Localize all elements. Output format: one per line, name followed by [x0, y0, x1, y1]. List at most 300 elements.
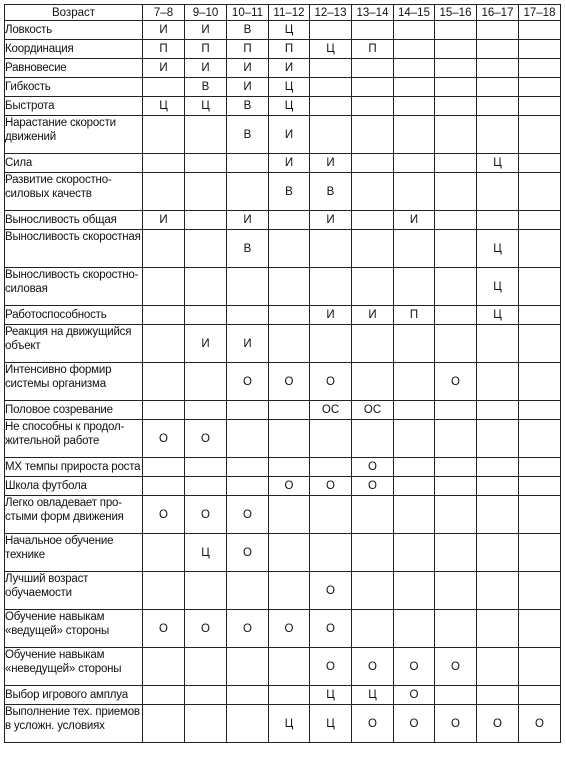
- table-cell: [435, 230, 477, 268]
- table-cell: [435, 306, 477, 325]
- table-cell: [435, 154, 477, 173]
- table-cell: [477, 59, 519, 78]
- row-label: Не способны к продол-жительной работе: [5, 420, 143, 458]
- table-cell: [394, 97, 435, 116]
- table-cell: [227, 306, 269, 325]
- table-cell: П: [185, 40, 227, 59]
- table-cell: [477, 477, 519, 496]
- table-cell: [435, 116, 477, 154]
- row-label: Выносливость скоростно-силовая: [5, 268, 143, 306]
- table-cell: [143, 173, 185, 211]
- table-cell: В: [227, 97, 269, 116]
- table-row: [5, 534, 561, 572]
- age-column-header: 12–13: [310, 5, 352, 21]
- table-cell: [310, 97, 352, 116]
- table-cell: Ц: [352, 686, 394, 705]
- table-cell: И: [352, 306, 394, 325]
- table-cell: И: [310, 211, 352, 230]
- table-cell: [269, 572, 310, 610]
- row-label: Интенсивно формир системы организма: [5, 363, 143, 401]
- table-cell: [185, 173, 227, 211]
- table-cell: [227, 686, 269, 705]
- table-cell: [310, 496, 352, 534]
- table-cell: [143, 325, 185, 363]
- table-cell: О: [269, 477, 310, 496]
- table-cell: О: [310, 477, 352, 496]
- table-cell: О: [269, 610, 310, 648]
- table-cell: [227, 477, 269, 496]
- table-cell: И: [185, 325, 227, 363]
- table-cell: [269, 401, 310, 420]
- table-cell: [185, 268, 227, 306]
- table-cell: Ц: [310, 686, 352, 705]
- table-cell: О: [185, 420, 227, 458]
- table-cell: [310, 325, 352, 363]
- age-header-label: Возраст: [5, 5, 143, 21]
- table-cell: [394, 534, 435, 572]
- table-cell: [352, 534, 394, 572]
- table-cell: О: [227, 534, 269, 572]
- table-cell: [352, 325, 394, 363]
- table-cell: [352, 363, 394, 401]
- table-cell: [394, 363, 435, 401]
- table-cell: О: [352, 705, 394, 743]
- table-cell: ОС: [352, 401, 394, 420]
- table-cell: [519, 59, 561, 78]
- row-label: Выбор игрового амплуа: [5, 686, 143, 705]
- row-label: Лучший возраст обучаемости: [5, 572, 143, 610]
- table-cell: О: [310, 648, 352, 686]
- table-row: [5, 686, 561, 705]
- table-cell: [477, 21, 519, 40]
- table-cell: [477, 325, 519, 363]
- table-cell: [143, 363, 185, 401]
- table-cell: [394, 40, 435, 59]
- table-cell: [143, 572, 185, 610]
- table-cell: И: [269, 59, 310, 78]
- table-cell: [519, 477, 561, 496]
- table-cell: О: [185, 610, 227, 648]
- table-cell: [519, 116, 561, 154]
- table-cell: О: [310, 363, 352, 401]
- table-cell: [477, 78, 519, 97]
- table-cell: [394, 401, 435, 420]
- table-cell: [269, 686, 310, 705]
- table-cell: О: [227, 610, 269, 648]
- table-row: [5, 401, 561, 420]
- table-cell: [435, 40, 477, 59]
- table-row: [5, 458, 561, 477]
- table-cell: П: [352, 40, 394, 59]
- table-cell: [185, 458, 227, 477]
- table-cell: [352, 21, 394, 40]
- table-cell: И: [143, 21, 185, 40]
- table-cell: О: [394, 648, 435, 686]
- table-cell: [185, 477, 227, 496]
- table-cell: [227, 154, 269, 173]
- table-cell: [477, 363, 519, 401]
- table-cell: [394, 325, 435, 363]
- table-cell: П: [394, 306, 435, 325]
- table-row: [5, 420, 561, 458]
- table-cell: [185, 154, 227, 173]
- development-periods-table: [4, 4, 561, 743]
- table-cell: Ц: [143, 97, 185, 116]
- table-cell: [435, 610, 477, 648]
- table-cell: Ц: [269, 705, 310, 743]
- table-cell: [352, 116, 394, 154]
- table-cell: [269, 496, 310, 534]
- table-cell: [519, 78, 561, 97]
- table-cell: И: [227, 78, 269, 97]
- table-cell: [185, 401, 227, 420]
- table-cell: [227, 648, 269, 686]
- table-cell: [394, 477, 435, 496]
- table-row: [5, 477, 561, 496]
- table-cell: [519, 648, 561, 686]
- table-cell: [352, 97, 394, 116]
- table-cell: [519, 21, 561, 40]
- row-label: Ловкость: [5, 21, 143, 40]
- table-cell: И: [269, 116, 310, 154]
- table-cell: [310, 420, 352, 458]
- table-row: [5, 496, 561, 534]
- table-cell: О: [185, 496, 227, 534]
- table-cell: [477, 458, 519, 477]
- table-cell: О: [394, 686, 435, 705]
- table-cell: [477, 648, 519, 686]
- table-cell: О: [143, 420, 185, 458]
- table-cell: [352, 59, 394, 78]
- table-row: [5, 705, 561, 743]
- row-label: Легко овладевает про-стыми форм движения: [5, 496, 143, 534]
- table-cell: Ц: [269, 97, 310, 116]
- age-column-header: 17–18: [519, 5, 561, 21]
- table-cell: [394, 496, 435, 534]
- table-cell: [185, 363, 227, 401]
- table-cell: [519, 686, 561, 705]
- table-cell: Ц: [477, 154, 519, 173]
- table-cell: [435, 458, 477, 477]
- table-cell: [519, 420, 561, 458]
- table-cell: [310, 21, 352, 40]
- table-cell: [269, 420, 310, 458]
- table-cell: [435, 59, 477, 78]
- table-cell: [352, 173, 394, 211]
- table-cell: И: [227, 325, 269, 363]
- table-cell: В: [227, 116, 269, 154]
- row-label: МХ темпы прироста роста: [5, 458, 143, 477]
- table-cell: О: [352, 458, 394, 477]
- table-cell: [394, 21, 435, 40]
- table-cell: И: [185, 21, 227, 40]
- table-cell: [185, 705, 227, 743]
- table-cell: [435, 496, 477, 534]
- table-cell: [519, 363, 561, 401]
- table-cell: [435, 572, 477, 610]
- row-label: Развитие скоростно-силовых качеств: [5, 173, 143, 211]
- row-label: Выполнение тех. приемов в усложн. условиях: [5, 705, 143, 743]
- age-column-header: 11–12: [269, 5, 310, 21]
- table-cell: И: [310, 154, 352, 173]
- table-cell: [394, 458, 435, 477]
- table-cell: О: [310, 572, 352, 610]
- table-cell: Ц: [185, 97, 227, 116]
- table-cell: В: [185, 78, 227, 97]
- table-cell: В: [269, 173, 310, 211]
- table-cell: [519, 40, 561, 59]
- table-cell: [394, 572, 435, 610]
- table-cell: П: [269, 40, 310, 59]
- age-column-header: 14–15: [394, 5, 435, 21]
- table-row: [5, 40, 561, 59]
- table-cell: О: [394, 705, 435, 743]
- table-cell: [519, 534, 561, 572]
- table-cell: [519, 173, 561, 211]
- row-label: Начальное обучение технике: [5, 534, 143, 572]
- table-row: [5, 610, 561, 648]
- table-cell: [227, 268, 269, 306]
- table-cell: [185, 686, 227, 705]
- table-cell: Ц: [269, 78, 310, 97]
- table-cell: [352, 572, 394, 610]
- table-cell: [477, 420, 519, 458]
- table-cell: [519, 268, 561, 306]
- table-cell: И: [269, 154, 310, 173]
- table-cell: О: [143, 496, 185, 534]
- table-cell: [394, 59, 435, 78]
- table-cell: [310, 78, 352, 97]
- table-cell: [477, 572, 519, 610]
- table-cell: [185, 648, 227, 686]
- table-cell: И: [310, 306, 352, 325]
- table-cell: [477, 401, 519, 420]
- row-label: Выносливость скоростная: [5, 230, 143, 268]
- table-cell: О: [477, 705, 519, 743]
- age-column-header: 9–10: [185, 5, 227, 21]
- table-cell: [227, 705, 269, 743]
- table-cell: О: [269, 363, 310, 401]
- table-cell: [477, 173, 519, 211]
- row-label: Школа футбола: [5, 477, 143, 496]
- table-cell: О: [519, 705, 561, 743]
- table-cell: [519, 97, 561, 116]
- table-cell: [143, 401, 185, 420]
- table-cell: [394, 78, 435, 97]
- row-label: Обучение навыкам «неведущей» стороны: [5, 648, 143, 686]
- table-cell: О: [352, 477, 394, 496]
- table-cell: [185, 572, 227, 610]
- table-cell: И: [394, 211, 435, 230]
- table-cell: [310, 458, 352, 477]
- table-cell: Ц: [185, 534, 227, 572]
- table-cell: [143, 705, 185, 743]
- row-label: Сила: [5, 154, 143, 173]
- table-cell: [519, 496, 561, 534]
- table-row: [5, 325, 561, 363]
- table-cell: [519, 458, 561, 477]
- table-cell: [519, 401, 561, 420]
- table-cell: [394, 268, 435, 306]
- table-cell: [477, 534, 519, 572]
- table-cell: [143, 686, 185, 705]
- table-cell: И: [227, 59, 269, 78]
- table-cell: [185, 211, 227, 230]
- row-label: Половое созревание: [5, 401, 143, 420]
- table-cell: Ц: [477, 268, 519, 306]
- table-cell: [352, 154, 394, 173]
- table-cell: [394, 420, 435, 458]
- table-cell: [352, 610, 394, 648]
- row-label: Выносливость общая: [5, 211, 143, 230]
- table-cell: О: [435, 705, 477, 743]
- table-cell: [227, 458, 269, 477]
- header-row: [5, 5, 561, 21]
- table-cell: В: [227, 230, 269, 268]
- table-cell: [519, 211, 561, 230]
- age-column-header: 7–8: [143, 5, 185, 21]
- table-cell: [477, 686, 519, 705]
- table-cell: Ц: [269, 21, 310, 40]
- table-cell: О: [352, 648, 394, 686]
- table-cell: О: [227, 496, 269, 534]
- table-cell: [435, 534, 477, 572]
- table-cell: [143, 648, 185, 686]
- table-cell: Ц: [310, 40, 352, 59]
- table-row: [5, 230, 561, 268]
- table-cell: [435, 78, 477, 97]
- table-cell: [269, 306, 310, 325]
- table-cell: П: [227, 40, 269, 59]
- table-cell: [310, 59, 352, 78]
- row-label: Реакция на движущийся объект: [5, 325, 143, 363]
- table-cell: [269, 458, 310, 477]
- table-cell: [435, 686, 477, 705]
- table-row: [5, 78, 561, 97]
- table-row: [5, 154, 561, 173]
- table-cell: И: [185, 59, 227, 78]
- table-cell: [269, 230, 310, 268]
- table-cell: [143, 477, 185, 496]
- table-cell: [227, 572, 269, 610]
- table-cell: Ц: [477, 230, 519, 268]
- table-cell: П: [143, 40, 185, 59]
- table-cell: [269, 268, 310, 306]
- table-cell: [519, 306, 561, 325]
- table-cell: [435, 325, 477, 363]
- table-cell: ОС: [310, 401, 352, 420]
- table-row: [5, 572, 561, 610]
- table-cell: [435, 401, 477, 420]
- table-cell: [435, 211, 477, 230]
- table-row: [5, 116, 561, 154]
- table-cell: [143, 534, 185, 572]
- row-label: Координация: [5, 40, 143, 59]
- table-cell: [143, 306, 185, 325]
- table-cell: [143, 116, 185, 154]
- table-cell: [435, 268, 477, 306]
- table-cell: [477, 496, 519, 534]
- table-cell: О: [435, 363, 477, 401]
- table-row: [5, 173, 561, 211]
- table-cell: [394, 116, 435, 154]
- table-cell: [227, 401, 269, 420]
- table-cell: [143, 230, 185, 268]
- table-cell: [143, 268, 185, 306]
- table-cell: [477, 211, 519, 230]
- table-cell: [310, 116, 352, 154]
- table-cell: [310, 268, 352, 306]
- table-cell: И: [143, 211, 185, 230]
- table-cell: [269, 325, 310, 363]
- table-cell: [269, 211, 310, 230]
- row-label: Работоспособность: [5, 306, 143, 325]
- table-cell: [352, 230, 394, 268]
- table-cell: [269, 648, 310, 686]
- row-label: Обучение навыкам «ведущей» стороны: [5, 610, 143, 648]
- table-cell: [143, 458, 185, 477]
- table-row: [5, 97, 561, 116]
- table-cell: [227, 173, 269, 211]
- table-body: [5, 21, 561, 743]
- table-row: [5, 59, 561, 78]
- table-cell: [227, 420, 269, 458]
- table-cell: [394, 154, 435, 173]
- table-cell: [519, 572, 561, 610]
- table-cell: [435, 477, 477, 496]
- table-cell: [310, 230, 352, 268]
- table-cell: О: [310, 610, 352, 648]
- table-cell: Ц: [310, 705, 352, 743]
- table-row: [5, 268, 561, 306]
- table-cell: [477, 116, 519, 154]
- age-column-header: 16–17: [477, 5, 519, 21]
- table-cell: [352, 211, 394, 230]
- table-cell: [477, 40, 519, 59]
- table-cell: [519, 154, 561, 173]
- row-label: Нарастание скорости движений: [5, 116, 143, 154]
- table-cell: О: [227, 363, 269, 401]
- age-column-header: 13–14: [352, 5, 394, 21]
- table-cell: [394, 230, 435, 268]
- age-column-header: 15–16: [435, 5, 477, 21]
- table-cell: [310, 534, 352, 572]
- table-cell: [352, 496, 394, 534]
- table-cell: Ц: [477, 306, 519, 325]
- table-cell: [519, 325, 561, 363]
- table-row: [5, 648, 561, 686]
- table-cell: [352, 78, 394, 97]
- age-column-header: 10–11: [227, 5, 269, 21]
- table-cell: И: [227, 211, 269, 230]
- table-cell: [143, 154, 185, 173]
- table-row: [5, 363, 561, 401]
- table-row: [5, 21, 561, 40]
- row-label: Гибкость: [5, 78, 143, 97]
- table-row: [5, 211, 561, 230]
- table-cell: О: [435, 648, 477, 686]
- table-cell: [143, 78, 185, 97]
- table-cell: [269, 534, 310, 572]
- table-cell: [435, 420, 477, 458]
- table-cell: [519, 610, 561, 648]
- table-cell: [435, 173, 477, 211]
- table-row: [5, 306, 561, 325]
- table-cell: [435, 97, 477, 116]
- table-cell: В: [227, 21, 269, 40]
- table-cell: [394, 610, 435, 648]
- table-cell: [394, 173, 435, 211]
